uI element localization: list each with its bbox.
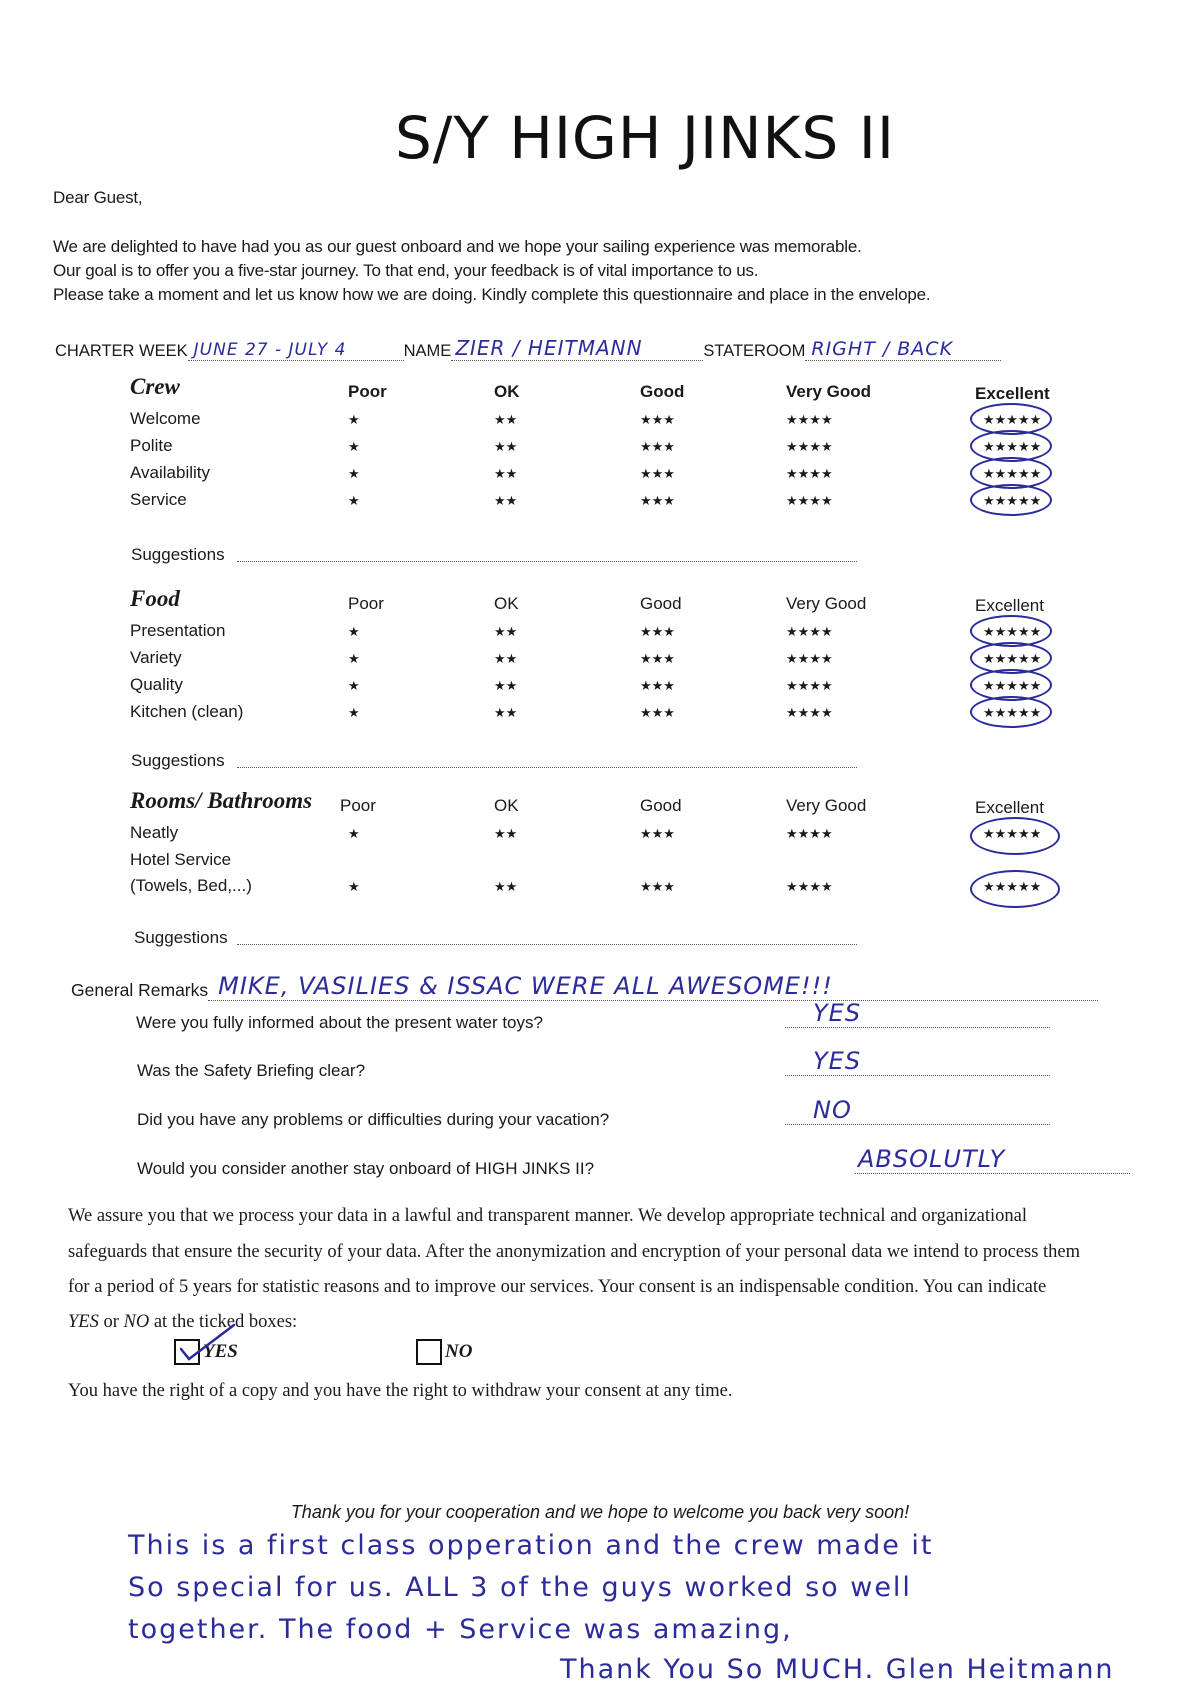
column-header-excellent: Excellent: [975, 798, 1044, 817]
column-header-very-good: Very Good: [786, 796, 867, 815]
rating-row-label: Kitchen (clean): [130, 702, 244, 721]
general-remarks-field[interactable]: MIKE, VASILIES & ISSAC WERE ALL AWESOME!!!: [208, 972, 1098, 1001]
rating-row-sublabel: (Towels, Bed,...): [130, 876, 252, 895]
column-header-excellent: Excellent: [975, 596, 1044, 615]
column-header-ok: OK: [494, 382, 520, 401]
handwritten-note-line-3: together. The food + Service was amazing,: [128, 1614, 793, 1645]
consent-yes-checkbox[interactable]: [174, 1339, 200, 1365]
rating-option-2-stars[interactable]: ★★: [494, 466, 518, 481]
column-header-poor: Poor: [348, 382, 387, 401]
rating-option-4-stars[interactable]: ★★★★: [786, 678, 833, 693]
name-label: NAME: [403, 342, 452, 360]
privacy-line-3: for a period of 5 years for statistic reasons and to improve our services. Your consent is an indispensable condition. You can indicate: [68, 1277, 1047, 1297]
rating-option-4-stars[interactable]: ★★★★: [786, 439, 833, 454]
rating-option-2-stars[interactable]: ★★: [494, 493, 518, 508]
privacy-no-text: NO: [123, 1312, 150, 1332]
rating-row-label: Hotel Service: [130, 850, 232, 869]
rating-option-1-stars[interactable]: ★: [348, 624, 360, 639]
consent-yes-option[interactable]: [174, 1339, 238, 1365]
privacy-line-2: safeguards that ensure the security of your data. After the anonymization and encryption of your personal data we intend to process them: [68, 1242, 1081, 1262]
rating-option-5-stars[interactable]: ★★★★★: [983, 826, 1042, 841]
rating-option-2-stars[interactable]: ★★: [494, 879, 518, 894]
rating-option-2-stars[interactable]: ★★: [494, 651, 518, 666]
column-header-good: Good: [640, 796, 682, 815]
rating-option-5-stars[interactable]: ★★★★★: [983, 705, 1042, 720]
rating-option-1-stars[interactable]: ★: [348, 826, 360, 841]
suggestions-label: Suggestions: [131, 545, 225, 564]
rating-option-5-stars[interactable]: ★★★★★: [983, 412, 1042, 427]
rating-option-3-stars[interactable]: ★★★: [640, 466, 675, 481]
rating-row-label: Service: [130, 490, 187, 509]
rating-option-2-stars[interactable]: ★★: [494, 826, 518, 841]
rating-option-3-stars[interactable]: ★★★: [640, 624, 675, 639]
rating-row-label: Variety: [130, 648, 182, 667]
rating-option-5-stars[interactable]: ★★★★★: [983, 439, 1042, 454]
question-text: Would you consider another stay onboard of HIGH JINKS II?: [137, 1159, 595, 1178]
consent-yes-label: YES: [203, 1341, 238, 1362]
stateroom-label: STATEROOM: [703, 342, 806, 360]
charter-week-label: CHARTER WEEK: [55, 342, 188, 360]
rating-option-4-stars[interactable]: ★★★★: [786, 651, 833, 666]
suggestions-field[interactable]: [237, 761, 857, 768]
rating-option-3-stars[interactable]: ★★★: [640, 651, 675, 666]
rating-option-2-stars[interactable]: ★★: [494, 678, 518, 693]
document-title: S/Y HIGH JINKS II: [394, 104, 896, 172]
question-text: Was the Safety Briefing clear?: [137, 1061, 366, 1080]
rating-option-5-stars[interactable]: ★★★★★: [983, 651, 1042, 666]
privacy-rest-text: at the ticked boxes:: [149, 1312, 298, 1332]
privacy-yes-text: YES: [68, 1312, 99, 1332]
rating-option-2-stars[interactable]: ★★: [494, 439, 518, 454]
stateroom-field[interactable]: RIGHT / BACK: [805, 338, 1001, 361]
rating-option-2-stars[interactable]: ★★: [494, 624, 518, 639]
rating-row-label: Quality: [130, 675, 183, 694]
handwritten-note-line-2: So special for us. ALL 3 of the guys worked so well: [128, 1572, 912, 1603]
rating-option-3-stars[interactable]: ★★★: [640, 678, 675, 693]
consent-no-label: NO: [445, 1341, 473, 1362]
rating-option-1-stars[interactable]: ★: [348, 466, 360, 481]
intro-line-1: We are delighted to have had you as our guest onboard and we hope your sailing experience was memorable.: [53, 237, 862, 256]
rating-option-1-stars[interactable]: ★: [348, 439, 360, 454]
column-header-ok: OK: [494, 594, 519, 613]
column-header-poor: Poor: [348, 594, 384, 613]
section-title: Crew: [130, 374, 180, 399]
rating-option-1-stars[interactable]: ★: [348, 493, 360, 508]
rating-option-4-stars[interactable]: ★★★★: [786, 705, 833, 720]
selected-rating-circle: [970, 696, 1052, 728]
suggestions-field[interactable]: [237, 938, 857, 945]
rating-option-4-stars[interactable]: ★★★★: [786, 493, 833, 508]
selected-rating-circle: [970, 870, 1060, 908]
answer-field[interactable]: YES: [785, 999, 1050, 1028]
greeting: Dear Guest,: [53, 188, 143, 207]
rating-option-1-stars[interactable]: ★: [348, 651, 360, 666]
column-header-good: Good: [640, 382, 685, 401]
checkmark-icon: [179, 1323, 239, 1363]
suggestions-field[interactable]: [237, 555, 857, 562]
name-field[interactable]: ZIER / HEITMANN: [451, 336, 703, 361]
rating-row-label: Welcome: [130, 409, 201, 428]
rating-option-2-stars[interactable]: ★★: [494, 705, 518, 720]
column-header-very-good: Very Good: [786, 382, 872, 401]
rating-option-4-stars[interactable]: ★★★★: [786, 624, 833, 639]
rating-option-4-stars[interactable]: ★★★★: [786, 412, 833, 427]
rating-option-3-stars[interactable]: ★★★: [640, 493, 675, 508]
rating-row-label: Neatly: [130, 823, 179, 842]
rating-option-1-stars[interactable]: ★: [348, 412, 360, 427]
answer-field[interactable]: ABSOLUTLY: [855, 1145, 1130, 1174]
question-text: Did you have any problems or difficulties during your vacation?: [137, 1110, 610, 1129]
intro-line-3: Please take a moment and let us know how we are doing. Kindly complete this questionnaire and place in the envelope.: [53, 285, 931, 304]
rating-option-4-stars[interactable]: ★★★★: [786, 466, 833, 481]
general-remarks-label: General Remarks: [71, 980, 209, 1000]
rating-option-5-stars[interactable]: ★★★★★: [983, 879, 1042, 894]
rating-option-5-stars[interactable]: ★★★★★: [983, 624, 1042, 639]
rating-option-4-stars[interactable]: ★★★★: [786, 826, 833, 841]
column-header-excellent: Excellent: [975, 384, 1050, 403]
column-header-ok: OK: [494, 796, 519, 815]
rating-option-3-stars[interactable]: ★★★: [640, 879, 675, 894]
rating-option-5-stars[interactable]: ★★★★★: [983, 678, 1042, 693]
consent-no-option[interactable]: [416, 1339, 472, 1365]
section-title: Food: [130, 586, 180, 611]
suggestions-label: Suggestions: [134, 928, 228, 947]
consent-no-checkbox[interactable]: [416, 1339, 442, 1365]
rating-option-5-stars[interactable]: ★★★★★: [983, 466, 1042, 481]
guest-info-line: [55, 336, 1001, 361]
rating-option-1-stars[interactable]: ★: [348, 678, 360, 693]
question-text: Were you fully informed about the present water toys?: [136, 1013, 543, 1032]
rights-text: You have the right of a copy and you have the right to withdraw your consent at any time.: [68, 1381, 733, 1401]
section-title: Rooms/ Bathrooms: [130, 788, 313, 813]
selected-rating-circle: [970, 484, 1052, 516]
rating-row-label: Presentation: [130, 621, 226, 640]
rating-option-3-stars[interactable]: ★★★: [640, 705, 675, 720]
column-header-very-good: Very Good: [786, 594, 867, 613]
general-remarks-row: [71, 972, 1098, 1001]
handwritten-note-signature: Thank You So MUCH. Glen Heitmann: [560, 1654, 1115, 1685]
column-header-poor: Poor: [340, 796, 376, 815]
rating-option-1-stars[interactable]: ★: [348, 879, 360, 894]
charter-week-field[interactable]: JUNE 27 - JULY 4: [188, 340, 404, 361]
privacy-line-1: We assure you that we process your data in a lawful and transparent manner. We develop appropriate technical and organizational: [68, 1206, 1028, 1226]
column-header-good: Good: [640, 594, 682, 613]
suggestions-label: Suggestions: [131, 751, 225, 770]
selected-rating-circle: [970, 817, 1060, 855]
rating-option-1-stars[interactable]: ★: [348, 705, 360, 720]
rating-option-3-stars[interactable]: ★★★: [640, 412, 675, 427]
rating-option-2-stars[interactable]: ★★: [494, 412, 518, 427]
handwritten-note-line-1: This is a first class opperation and the crew made it: [128, 1530, 934, 1561]
rating-option-3-stars[interactable]: ★★★: [640, 826, 675, 841]
closing-text: Thank you for your cooperation and we hope to welcome you back very soon!: [290, 1502, 910, 1522]
privacy-or-text: or: [98, 1312, 124, 1332]
intro-line-2: Our goal is to offer you a five-star journey. To that end, your feedback is of vital importance to us.: [53, 261, 759, 280]
answer-field[interactable]: YES: [785, 1047, 1050, 1076]
answer-field[interactable]: NO: [785, 1096, 1050, 1125]
rating-row-label: Polite: [130, 436, 173, 455]
rating-option-5-stars[interactable]: ★★★★★: [983, 493, 1042, 508]
rating-option-3-stars[interactable]: ★★★: [640, 439, 675, 454]
rating-option-4-stars[interactable]: ★★★★: [786, 879, 833, 894]
rating-row-label: Availability: [130, 463, 211, 482]
